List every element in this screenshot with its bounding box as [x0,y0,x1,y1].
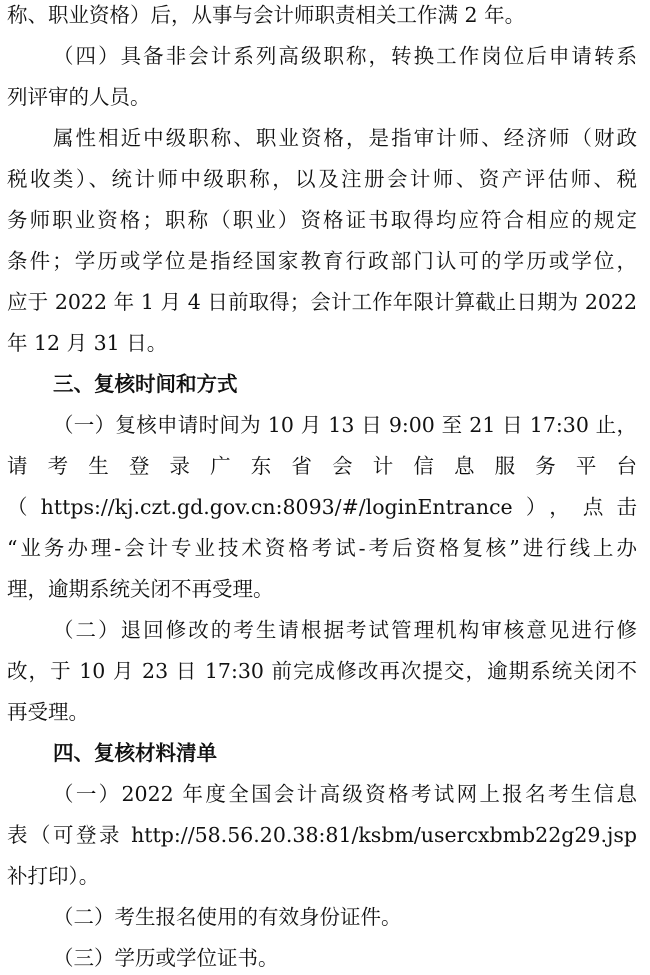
paragraph-line: 属性相近中级职称、职业资格，是指审计师、经济师（财政 [53,126,637,150]
paragraph-line: 列评审的人员。 [7,85,151,109]
paragraph-line: 理，逾期系统关闭不再受理。 [7,577,274,601]
paragraph-line: （二）退回修改的考生请根据考试管理机构审核意见进行修 [53,618,637,642]
paragraph-line: （三）学历或学位证书。 [53,946,279,970]
section-heading: 三、复核时间和方式 [53,372,238,396]
paragraph-line: 税收类）、统计师中级职称，以及注册会计师、资产评估师、税 [7,167,637,191]
paragraph-line: 改，于 10 月 23 日 17:30 前完成修改再次提交，逾期系统关闭不 [7,659,637,683]
section-heading: 四、复核材料清单 [53,741,217,765]
paragraph-line: 务师职业资格；职称（职业）资格证书取得均应符合相应的规定 [7,208,637,232]
paragraph-line: 年 12 月 31 日。 [7,331,168,355]
paragraph-line: （一）2022 年度全国会计高级资格考试网上报名考生信息 [53,782,637,806]
paragraph-line: 请考生登录广东省会计信息服务平台 [7,454,637,478]
paragraph-line: 再受理。 [7,700,89,724]
paragraph-line: 称、职业资格）后，从事与会计师职责相关工作满 2 年。 [7,3,526,27]
paragraph-line: 表（可登录 http://58.56.20.38:81/ksbm/usercxbmb22g29.jsp [7,823,637,847]
paragraph-line: 条件；学历或学位是指经国家教育行政部门认可的学历或学位， [7,249,637,273]
paragraph-line: 应于 2022 年 1 月 4 日前取得；会计工作年限计算截止日期为 2022 [7,290,637,314]
paragraph-line: （https://kj.czt.gd.gov.cn:8093/#/loginEntrance），点击 [7,495,637,519]
paragraph-line: （二）考生报名使用的有效身份证件。 [53,905,402,929]
paragraph-line: “业务办理-会计专业技术资格考试-考后资格复核”进行线上办 [7,536,637,560]
paragraph-line: 补打印）。 [7,864,100,888]
paragraph-line: （四）具备非会计系列高级职称，转换工作岗位后申请转系 [53,44,637,68]
paragraph-line: （一）复核申请时间为 10 月 13 日 9:00 至 21 日 17:30 止， [53,413,637,437]
